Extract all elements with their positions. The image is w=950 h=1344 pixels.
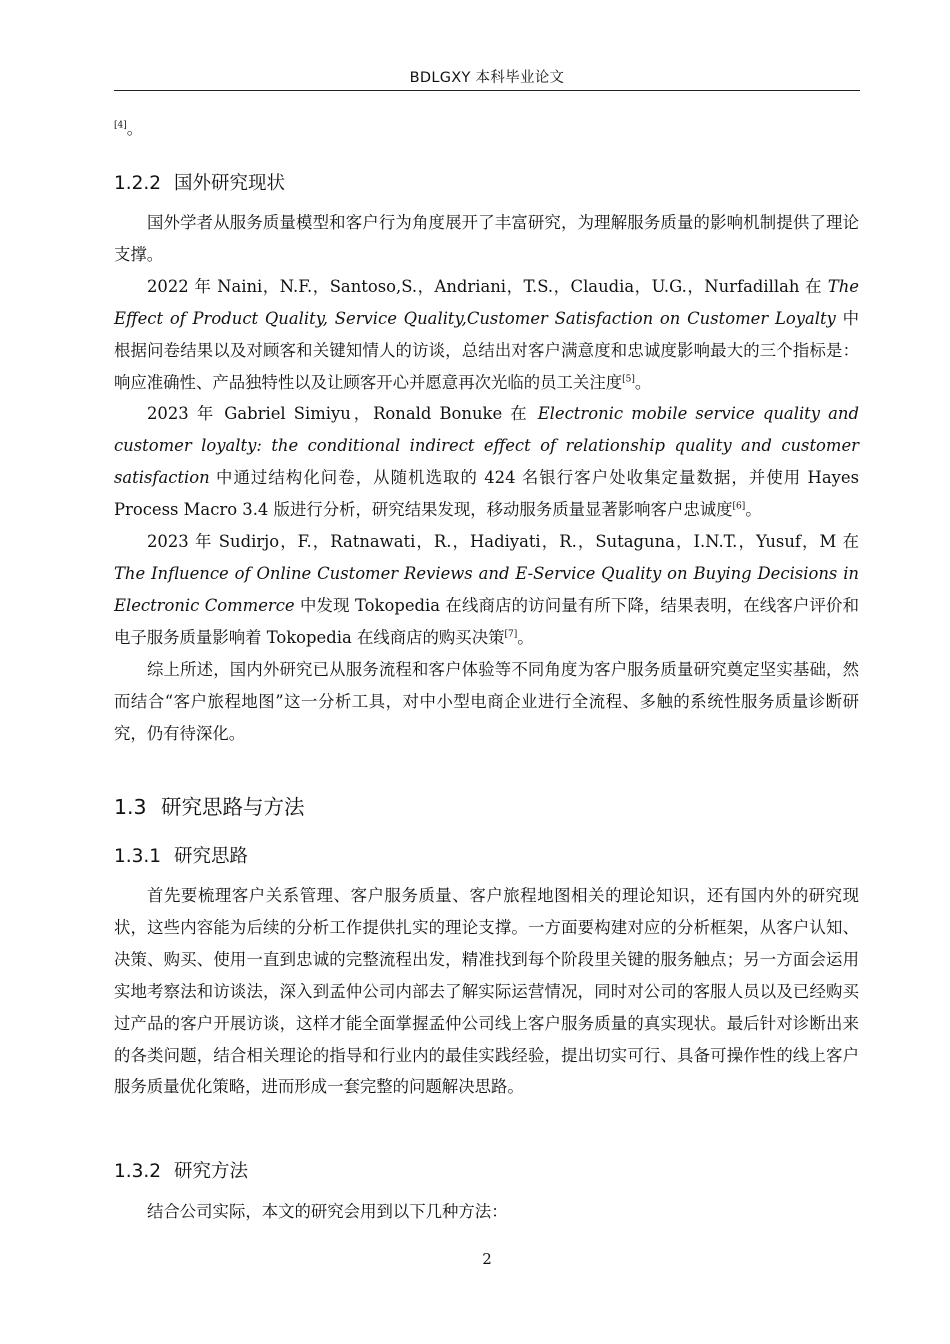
paragraph-intro: 国外学者从服务质量模型和客户行为角度展开了丰富研究，为理解服务质量的影响机制提供了理论支撑。 <box>114 213 859 264</box>
heading-1-2-2 <box>114 169 285 195</box>
citation-ref: [7] <box>504 629 518 640</box>
heading-1-3 <box>114 790 305 820</box>
heading-title: 研究思路与方法 <box>161 795 305 819</box>
paragraph-text: 中通过结构化问卷，从随机选取的 424 名银行客户处收集定量数据，并使用 Hayes Process Macro 3.4 版进行分析，研究结果发现，移动服务质量显著影响客户忠诚度 <box>114 467 859 519</box>
cited-title: The Influence of Online Customer Reviews and E-Service Quality on Buying Decisions in Electronic Commerce <box>114 563 859 615</box>
page-number: 2 <box>482 1250 492 1268</box>
paragraph-summary: 综上所述，国内外研究已从服务流程和客户体验等不同角度为客户服务质量研究奠定坚实基础，然而结合“客户旅程地图”这一分析工具，对中小型电商企业进行全流程、多触的系统性服务质量诊断研究，仍有待深化。 <box>114 660 859 743</box>
heading-title: 研究方法 <box>174 1161 249 1182</box>
cited-title: The Effect of Product Quality, Service Quality,Customer Satisfaction on Customer Loyalty <box>114 277 859 328</box>
paragraph-punct: 。 <box>634 372 652 392</box>
paragraph-methods-intro: 结合公司实际，本文的研究会用到以下几种方法： <box>147 1202 508 1221</box>
paragraph-text: 中发现 Tokopedia 在线商店的访问量有所下降，结果表明，在线客户评价和电子服务质量影响着 Tokopedia 在线商店的购买决策 <box>114 595 859 647</box>
paragraph-sudirjo <box>114 526 859 654</box>
paragraph-text: 2023 年 Sudirjo，F.，Ratnawati，R.，Hadiyati，R.，Sutaguna，I.N.T.，Yusuf，M 在 <box>147 532 859 551</box>
citation-ref: [5] <box>622 374 635 385</box>
paragraph-text: 中根据问卷结果以及对顾客和关键知情人的访谈，总结出对客户满意度和忠诚度影响最大的三个指标是：响应准确性、产品独特性以及让顾客开心并愿意再次光临的员工关注度 <box>114 308 859 392</box>
heading-title: 国外研究现状 <box>174 173 286 194</box>
continuation-line <box>114 116 143 139</box>
paragraph-simiyu <box>114 398 859 526</box>
heading-1-3-1 <box>114 842 248 868</box>
paragraph-punct: 。 <box>745 499 762 519</box>
heading-number: 1.3.1 <box>114 846 162 867</box>
citation-ref: [6] <box>732 501 746 512</box>
paragraph-naini <box>114 271 859 399</box>
paragraph-research-idea: 首先要梳理客户关系管理、客户服务质量、客户旅程地图相关的理论知识，还有国内外的研究现状，这些内容能为后续的分析工作提供扎实的理论支撑。一方面要构建对应的分析框架，从客户认知、决策、购买、使用一直到忠诚的完整流程出发，精准找到每个阶段里关键的服务触点；另一方面会运用实地考察法和访谈法，深入到孟仲公司内部去了解实际运营情况，同时对公司的客服人员以及已经购买过产品的客户开展访谈，这样才能全面掌握孟仲公司线上客户服务质量的真实现状。最后针对诊断出来的各类问题，结合相关理论的指导和行业内的最佳实践经验，提出切实可行、具备可操作性的线上客户服务质量优化策略，进而形成一套完整的问题解决思路。 <box>114 886 859 1097</box>
header-rule <box>114 90 860 91</box>
paragraph-text: 2023 年 Gabriel Simiyu，Ronald Bonuke 在 <box>147 404 538 423</box>
cited-title: Electronic mobile service quality and customer loyalty: the conditional indirect effect of relationship quality and customer satisfaction <box>114 404 859 487</box>
continuation-punct: 。 <box>126 119 143 138</box>
heading-number: 1.3.2 <box>114 1161 162 1182</box>
paragraph-text: 2022 年 Naini，N.F.，Santoso,S.，Andriani，T.S.，Claudia，U.G.，Nurfadillah 在 <box>147 277 828 296</box>
heading-number: 1.3 <box>114 795 147 819</box>
heading-title: 研究思路 <box>174 846 249 867</box>
heading-1-3-2 <box>114 1157 248 1183</box>
paragraph-punct: 。 <box>517 627 534 647</box>
heading-number: 1.2.2 <box>114 173 162 194</box>
citation-ref: [4] <box>114 120 127 131</box>
running-header: BDLGXY 本科毕业论文 <box>409 70 565 86</box>
